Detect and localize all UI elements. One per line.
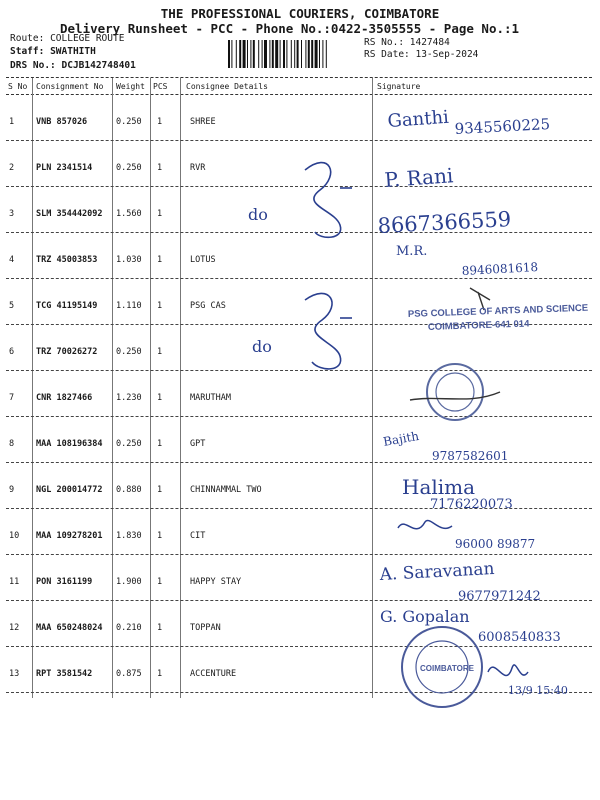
signature-name-2: P. Rani [383, 163, 455, 192]
row-consignment-no: MAA 650248024 [36, 623, 103, 633]
row-consignment-no: SLM 354442092 [36, 209, 103, 219]
barcode-bar [239, 40, 241, 68]
row-weight: 0.875 [116, 669, 142, 679]
barcode-bar [236, 40, 237, 68]
row-sno: 2 [9, 163, 15, 173]
row-sno: 3 [9, 209, 15, 219]
table-row [0, 464, 600, 510]
col-signature: Signature [377, 82, 421, 91]
route-line [10, 33, 124, 44]
row-pcs: 1 [157, 347, 163, 357]
barcode-bar [305, 40, 306, 68]
signature-phone-4: 8946081618 [461, 260, 539, 278]
row-consignee: RVR [190, 163, 206, 173]
row-weight: 1.900 [116, 577, 142, 587]
row-separator [6, 186, 592, 187]
signature-phone-1: 9345560225 [454, 115, 551, 138]
barcode-bar [247, 40, 248, 68]
row-weight: 1.230 [116, 393, 142, 403]
barcode-bar [294, 40, 295, 68]
drs-label: DRS No.: [10, 60, 56, 71]
barcode-bar [243, 40, 246, 68]
barcode-bar [297, 40, 299, 68]
row-consignment-no: MAA 109278201 [36, 531, 103, 541]
row-separator [6, 554, 592, 555]
barcode-bar [286, 40, 287, 68]
row-pcs: 1 [157, 301, 163, 311]
table-row [0, 510, 600, 556]
row-consignment-no: NGL 200014772 [36, 485, 103, 495]
row-pcs: 1 [157, 393, 163, 403]
barcode-bar [291, 40, 292, 68]
barcode-bar [308, 40, 310, 68]
row-separator [6, 370, 592, 371]
barcode-bar [250, 40, 251, 68]
signature-name-12: G. Gopalan [380, 607, 470, 626]
row-separator [6, 600, 592, 601]
row-sno: 11 [9, 577, 20, 587]
rs-date: RS Date: 13-Sep-2024 [364, 49, 479, 60]
row-sno: 1 [9, 117, 15, 127]
barcode-bar [272, 40, 274, 68]
row-consignee: ACCENTURE [190, 669, 237, 679]
row-pcs: 1 [157, 255, 163, 265]
route-label: Route: [10, 33, 45, 44]
signature-phone-12: 6008540833 [478, 630, 561, 645]
col-consignment: Consignment No [36, 82, 104, 91]
row-consignee: LOTUS [190, 255, 216, 265]
row-sno: 4 [9, 255, 15, 265]
row-sno: 6 [9, 347, 15, 357]
row-consignee: CIT [190, 531, 206, 541]
row-consignment-no: PLN 2341514 [36, 163, 93, 173]
row-separator [6, 462, 592, 463]
barcode-bar [275, 40, 278, 68]
company-seal-text: COIMBATORE [420, 664, 474, 673]
row-consignee: GPT [190, 439, 206, 449]
row-sno: 7 [9, 393, 15, 403]
row-sno: 12 [9, 623, 20, 633]
signature-phone-3: 8667366559 [377, 207, 512, 238]
row-separator [6, 508, 592, 509]
col-weight: Weight [116, 82, 145, 91]
row-separator [6, 646, 592, 647]
signature-name-9: Halima [402, 475, 476, 499]
signature-phone-10: 96000 89877 [455, 537, 536, 551]
row-pcs: 1 [157, 531, 163, 541]
row-pcs: 1 [157, 439, 163, 449]
barcode-bar [322, 40, 323, 68]
row-consignment-no: PON 3161199 [36, 577, 93, 587]
row-consignment-no: TRZ 70026272 [36, 347, 98, 357]
barcode-bar [315, 40, 318, 68]
table-top-rule [6, 77, 592, 78]
row-pcs: 1 [157, 485, 163, 495]
row-pcs: 1 [157, 623, 163, 633]
barcode-bar [228, 40, 230, 68]
ditto-mark-1: do [248, 205, 268, 224]
row-pcs: 1 [157, 577, 163, 587]
staff-label: Staff: [10, 46, 45, 57]
row-sno: 13 [9, 669, 20, 679]
row-separator [6, 140, 592, 141]
staff-value: SWATHITH [50, 46, 96, 57]
table-row [0, 188, 600, 234]
route-value: COLLEGE ROUTE [50, 33, 125, 44]
row-consignee: SHREE [190, 117, 216, 127]
signature-name-1: Ganthi [386, 106, 450, 132]
signature-name-8: Bajith [382, 428, 421, 449]
row-sno: 10 [9, 531, 20, 541]
row-pcs: 1 [157, 117, 163, 127]
drs-value: DCJB142748401 [61, 60, 136, 71]
col-pcs: PCS [153, 82, 168, 91]
barcode-bar [231, 40, 232, 68]
row-weight: 0.250 [116, 347, 142, 357]
row-weight: 0.880 [116, 485, 142, 495]
barcode-bar [311, 40, 313, 68]
barcode-bar [253, 40, 255, 68]
barcode-image [228, 40, 360, 68]
table-row [0, 648, 600, 694]
row-consignee: PSG CAS [190, 301, 226, 311]
table-row [0, 556, 600, 602]
col-consignee: Consignee Details [186, 82, 268, 91]
row-separator [6, 324, 592, 325]
row-separator [6, 416, 592, 417]
col-sno: S No [8, 82, 28, 91]
row-consignment-no: TRZ 45003853 [36, 255, 98, 265]
signature-date-13: 13/9 15:40 [508, 684, 568, 697]
signature-phone-11: 9677971242 [458, 589, 541, 604]
row-weight: 0.210 [116, 623, 142, 633]
row-weight: 1.030 [116, 255, 142, 265]
signature-phone-9: 7176220073 [430, 497, 513, 512]
table-row [0, 142, 600, 188]
row-consignment-no: VNB 857026 [36, 117, 88, 127]
table-header-rule [6, 94, 592, 95]
barcode-bar [319, 40, 320, 68]
barcode-bar [301, 40, 302, 68]
table-row [0, 326, 600, 372]
row-sno: 9 [9, 485, 15, 495]
signature-phone-8: 9787582601 [432, 449, 509, 463]
barcode-bar [283, 40, 285, 68]
row-consignment-no: MAA 108196384 [36, 439, 103, 449]
barcode-bar [262, 40, 263, 68]
row-sno: 8 [9, 439, 15, 449]
barcode-bar [326, 40, 327, 68]
barcode-bar [269, 40, 270, 68]
row-consignee: TOPPAN [190, 623, 221, 633]
row-consignee: CHINNAMMAL TWO [190, 485, 262, 495]
ditto-mark-2: do [252, 337, 272, 356]
row-weight: 1.830 [116, 531, 142, 541]
row-weight: 1.110 [116, 301, 142, 311]
row-separator [6, 278, 592, 279]
table-row [0, 234, 600, 280]
barcode-bar [258, 40, 259, 68]
institution-stamp-line1: PSG COLLEGE OF ARTS AND SCIENCE [407, 302, 589, 320]
signature-name-4: M.R. [396, 244, 428, 259]
company-title: THE PROFESSIONAL COURIERS, COIMBATORE [160, 6, 440, 21]
row-pcs: 1 [157, 163, 163, 173]
row-weight: 1.560 [116, 209, 142, 219]
institution-stamp-line2: COIMBATORE-641 014 [427, 318, 530, 333]
barcode-bar [280, 40, 281, 68]
rs-number: RS No.: 1427484 [364, 37, 450, 48]
row-pcs: 1 [157, 669, 163, 679]
table-row [0, 372, 600, 418]
barcode-bar [264, 40, 267, 68]
row-separator [6, 232, 592, 233]
drs-line [10, 60, 136, 71]
runsheet-title: Delivery Runsheet - PCC - Phone No.:0422-3505555 - Page No.:1 [60, 21, 520, 36]
row-consignee: HAPPY STAY [190, 577, 242, 587]
row-consignment-no: TCG 41195149 [36, 301, 98, 311]
row-weight: 0.250 [116, 439, 142, 449]
staff-line [10, 46, 96, 57]
table-row [0, 602, 600, 648]
row-weight: 0.250 [116, 117, 142, 127]
row-consignee: MARUTHAM [190, 393, 231, 403]
signature-name-11: A. Saravanan [379, 559, 496, 585]
row-pcs: 1 [157, 209, 163, 219]
table-row [0, 418, 600, 464]
row-consignment-no: CNR 1827466 [36, 393, 93, 403]
table-row [0, 280, 600, 326]
row-consignment-no: RPT 3581542 [36, 669, 93, 679]
table-row [0, 96, 600, 142]
row-sno: 5 [9, 301, 15, 311]
row-weight: 0.250 [116, 163, 142, 173]
row-separator [6, 692, 592, 693]
